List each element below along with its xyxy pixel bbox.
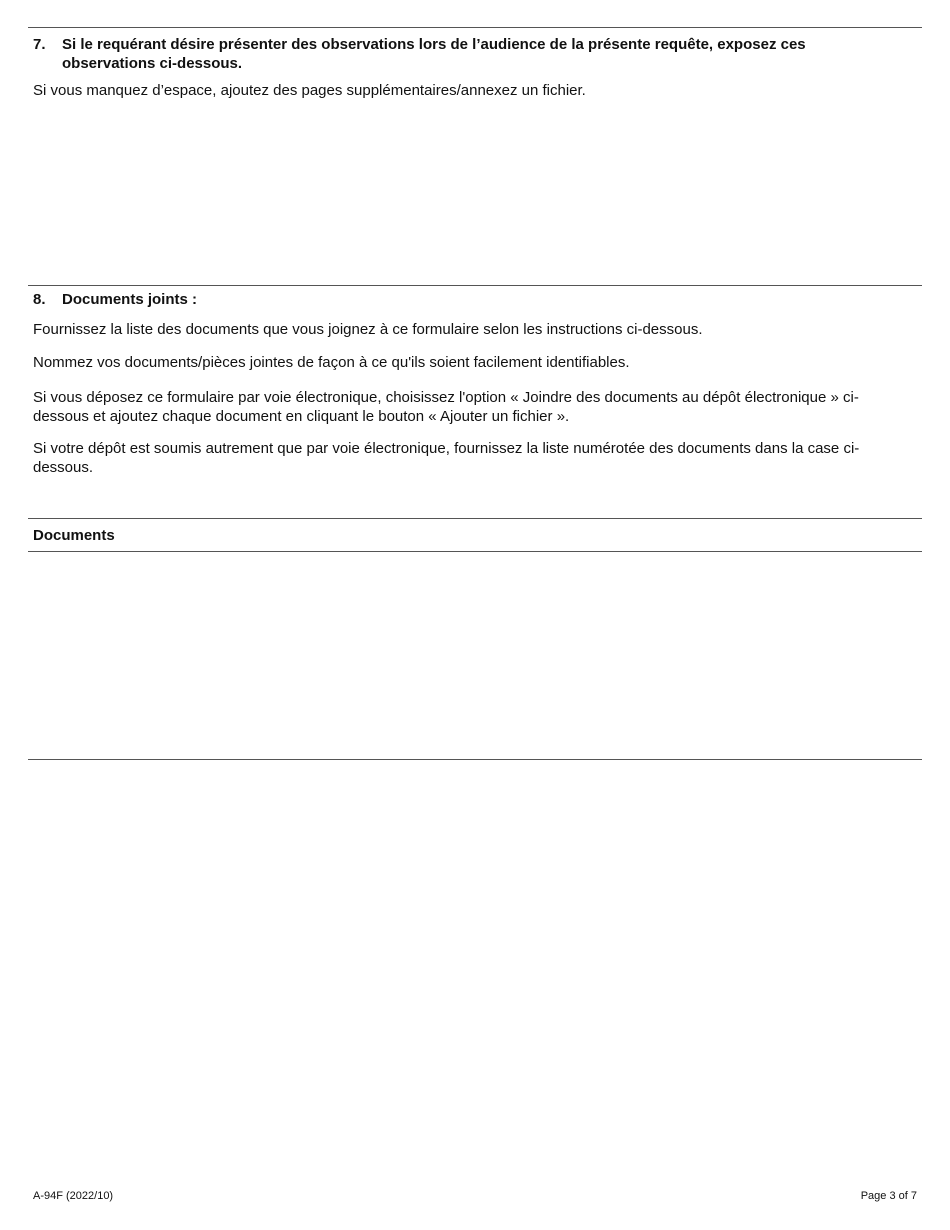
page-number: Page 3 of 7 xyxy=(860,1190,917,1202)
observations-field[interactable] xyxy=(28,104,922,282)
section-7-number: 7. xyxy=(33,36,46,53)
section-8-number: 8. xyxy=(33,291,46,308)
documents-field[interactable] xyxy=(28,553,922,757)
section-8-title: Documents joints : xyxy=(62,291,198,308)
section-7-title: Si le requérant désire présenter des observations lors de l’audience de la présente requête, exposez ces observations ci-dessous. xyxy=(62,36,806,72)
section-8-instruction-3: Si vous déposez ce formulaire par voie électronique, choisissez l'option « Joindre des documents au dépôt électronique » ci-dessous et ajoutez chaque document en cliquant le bouton « Ajouter un fichier ». xyxy=(33,389,859,425)
section-8-top-rule xyxy=(28,285,922,286)
documents-label: Documents xyxy=(33,527,115,544)
section-7-top-rule xyxy=(28,27,922,28)
section-8-heading xyxy=(33,290,893,309)
section-8-instruction-2: Nommez vos documents/pièces jointes de façon à ce qu'ils soient facilement identifiables. xyxy=(33,354,630,371)
section-8-instruction-4: Si votre dépôt est soumis autrement que par voie électronique, fournissez la liste numérotée des documents dans la case ci-dessous. xyxy=(33,440,860,476)
section-7-heading xyxy=(33,35,893,73)
form-code: A-94F (2022/10) xyxy=(33,1190,114,1202)
documents-header-rule xyxy=(28,551,922,552)
section-8-instruction-1: Fournissez la liste des documents que vous joignez à ce formulaire selon les instructions ci-dessous. xyxy=(33,321,703,338)
section-7-note: Si vous manquez d’espace, ajoutez des pages supplémentaires/annexez un fichier. xyxy=(33,82,586,99)
documents-top-rule xyxy=(28,518,922,519)
documents-bottom-rule xyxy=(28,759,922,760)
